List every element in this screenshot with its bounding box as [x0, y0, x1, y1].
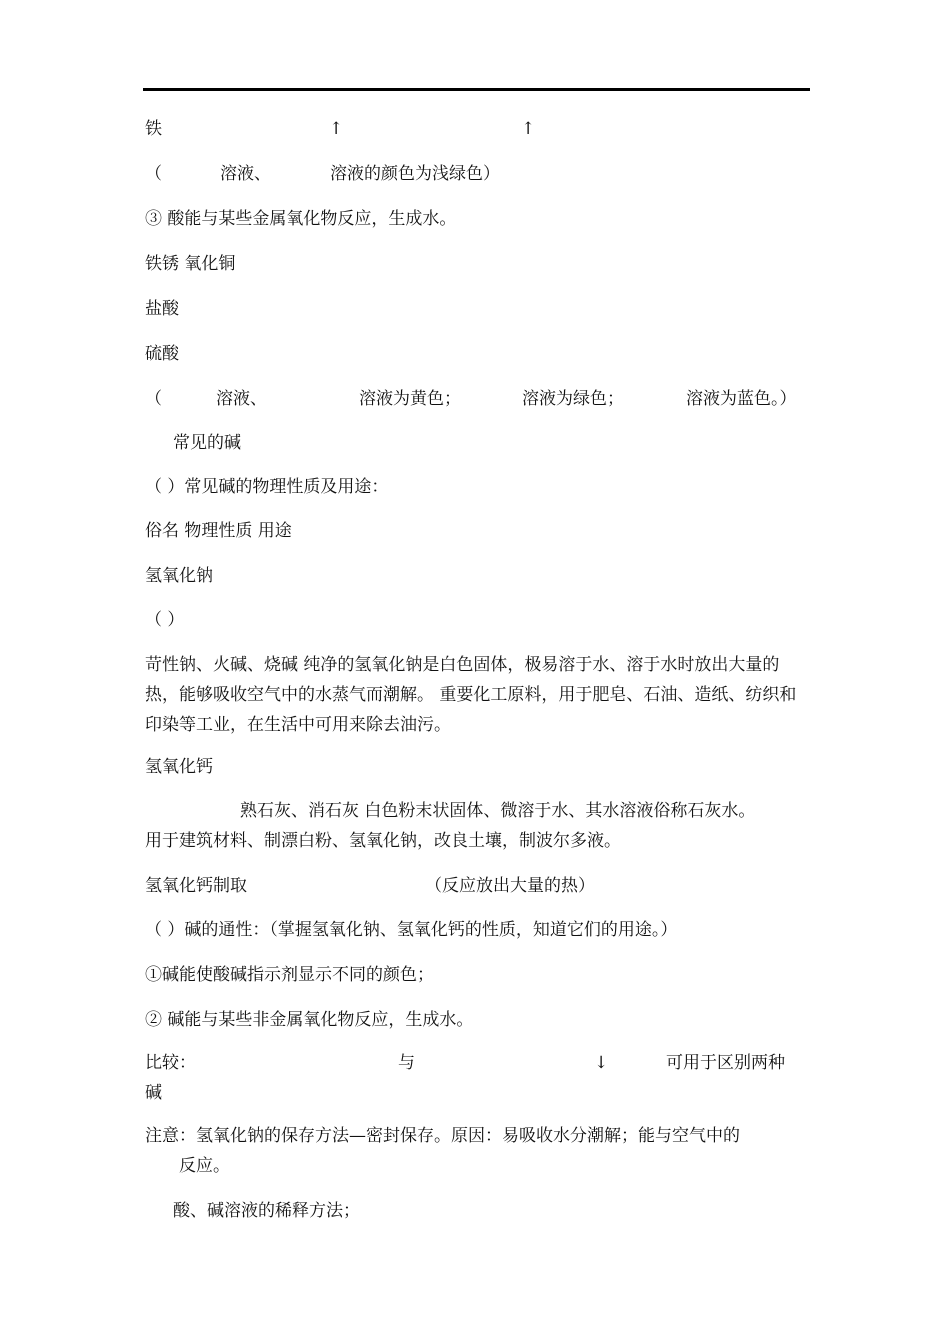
calcium-hydroxide-properties: 熟石灰、消石灰 白色粉末状固体、微溶于水、其水溶液俗称石灰水。: [240, 801, 756, 821]
hydrochloric-acid: 盐酸: [145, 299, 179, 319]
subheading-physical-properties: （ ）常见碱的物理性质及用途：: [145, 477, 389, 497]
acid-property-3: ③ 酸能与某些金属氧化物反应，生成水。: [145, 209, 457, 229]
table-header: 俗名 物理性质 用途: [145, 521, 292, 541]
storage-note-cont: 反应。: [179, 1156, 230, 1176]
calcium-hydroxide-uses: 用于建筑材料、制漂白粉、氢氧化钠，改良土壤，制波尔多液。: [145, 831, 621, 851]
paren-open: （: [145, 164, 162, 184]
sodium-hydroxide-label: 氢氧化钠: [145, 566, 213, 586]
precipitate-arrow-icon: ↓: [594, 1053, 609, 1073]
reactants-header: 铁锈 氧化铜: [145, 254, 236, 274]
formula-paren: （ ）: [145, 610, 185, 630]
yellow-solution-text: 溶液为黄色；: [359, 389, 461, 409]
section-heading-bases: 常见的碱: [173, 433, 241, 453]
base-property-1: ①碱能使酸碱指示剂显示不同的颜色；: [145, 965, 434, 985]
sodium-hydroxide-description: 苛性钠、火碱、烧碱 纯净的氢氧化钠是白色固体，极易溶于水、溶于水时放出大量的热，能够吸收空气中的水蒸气而潮解。 重要化工原料，用于肥皂、石油、造纸、纺织和印染等工业，在生活中可用来除去油污。: [145, 655, 797, 735]
compare-usage: 可用于区别两种: [666, 1053, 785, 1073]
calcium-hydroxide-label: 氢氧化钙: [145, 757, 213, 777]
paren-open: （: [145, 389, 162, 409]
compare-usage-cont: 碱: [145, 1083, 162, 1103]
compare-label: 比较：: [145, 1053, 196, 1073]
calcium-hydroxide-preparation: 氢氧化钙制取: [145, 876, 247, 896]
base-property-2: ② 碱能与某些非金属氧化物反应，生成水。: [145, 1010, 474, 1030]
solution-text: 溶液、: [216, 389, 267, 409]
header-rule: [143, 88, 810, 91]
solution-text: 溶液、: [220, 164, 271, 184]
gas-arrow-icon: ↑: [521, 119, 536, 139]
solution-color-text: 溶液的颜色为浅绿色）: [330, 164, 500, 184]
green-solution-text: 溶液为绿色；: [522, 389, 624, 409]
sulfuric-acid: 硫酸: [145, 344, 179, 364]
text-iron: 铁: [145, 119, 162, 139]
storage-note: 注意：氢氧化钠的保存方法—密封保存。原因：易吸收水分潮解；能与空气中的: [145, 1126, 740, 1146]
blue-solution-text: 溶液为蓝色。）: [686, 389, 797, 409]
compare-and: 与: [398, 1053, 415, 1073]
gas-arrow-icon: ↑: [329, 119, 344, 139]
dilution-method: 酸、碱溶液的稀释方法；: [173, 1201, 360, 1221]
reaction-note: （反应放出大量的热）: [425, 876, 595, 896]
subheading-general-properties: （ ）碱的通性：（掌握氢氧化钠、氢氧化钙的性质，知道它们的用途。）: [145, 920, 678, 940]
